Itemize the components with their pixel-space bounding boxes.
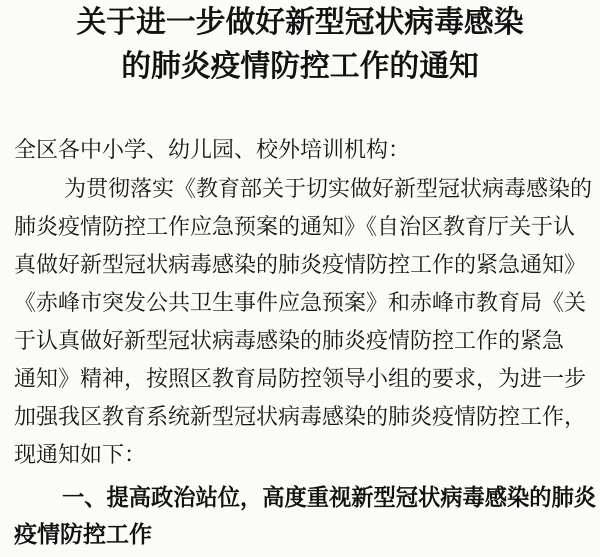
document-title-line-1: 关于进一步做好新型冠状病毒感染 (76, 5, 524, 40)
paragraph-line: 为贯彻落实《教育部关于切实做好新型冠状病毒感染的 (64, 177, 593, 202)
section-heading-line-1: 一、提高政治站位，高度重视新型冠状病毒感染的肺炎 (62, 485, 597, 511)
paragraph-line: 真做好新型冠状病毒感染的肺炎疫情防控工作的紧急通知》 (14, 253, 587, 278)
section-heading-line-2: 疫情防控工作 (14, 522, 152, 548)
paragraph-line: 通知》精神，按照区教育局防控领导小组的要求，为进一步 (14, 367, 587, 392)
paragraph-line: 现通知如下： (14, 443, 147, 468)
salutation: 全区各中小学、幼儿园、校外培训机构： (14, 138, 411, 163)
paragraph-line: 肺炎疫情防控工作应急预案的通知》《自治区教育厅关于认 (14, 215, 576, 240)
paragraph-line: 《赤峰市突发公共卫生事件应急预案》和赤峰市教育局《关 (14, 291, 587, 316)
document-title-line-2: 的肺炎疫情防控工作的通知 (121, 49, 479, 84)
paragraph-line: 于认真做好新型冠状病毒感染的肺炎疫情防控工作的紧急 (14, 329, 565, 354)
paragraph-line: 加强我区教育系统新型冠状病毒感染的肺炎疫情防控工作， (14, 405, 587, 430)
